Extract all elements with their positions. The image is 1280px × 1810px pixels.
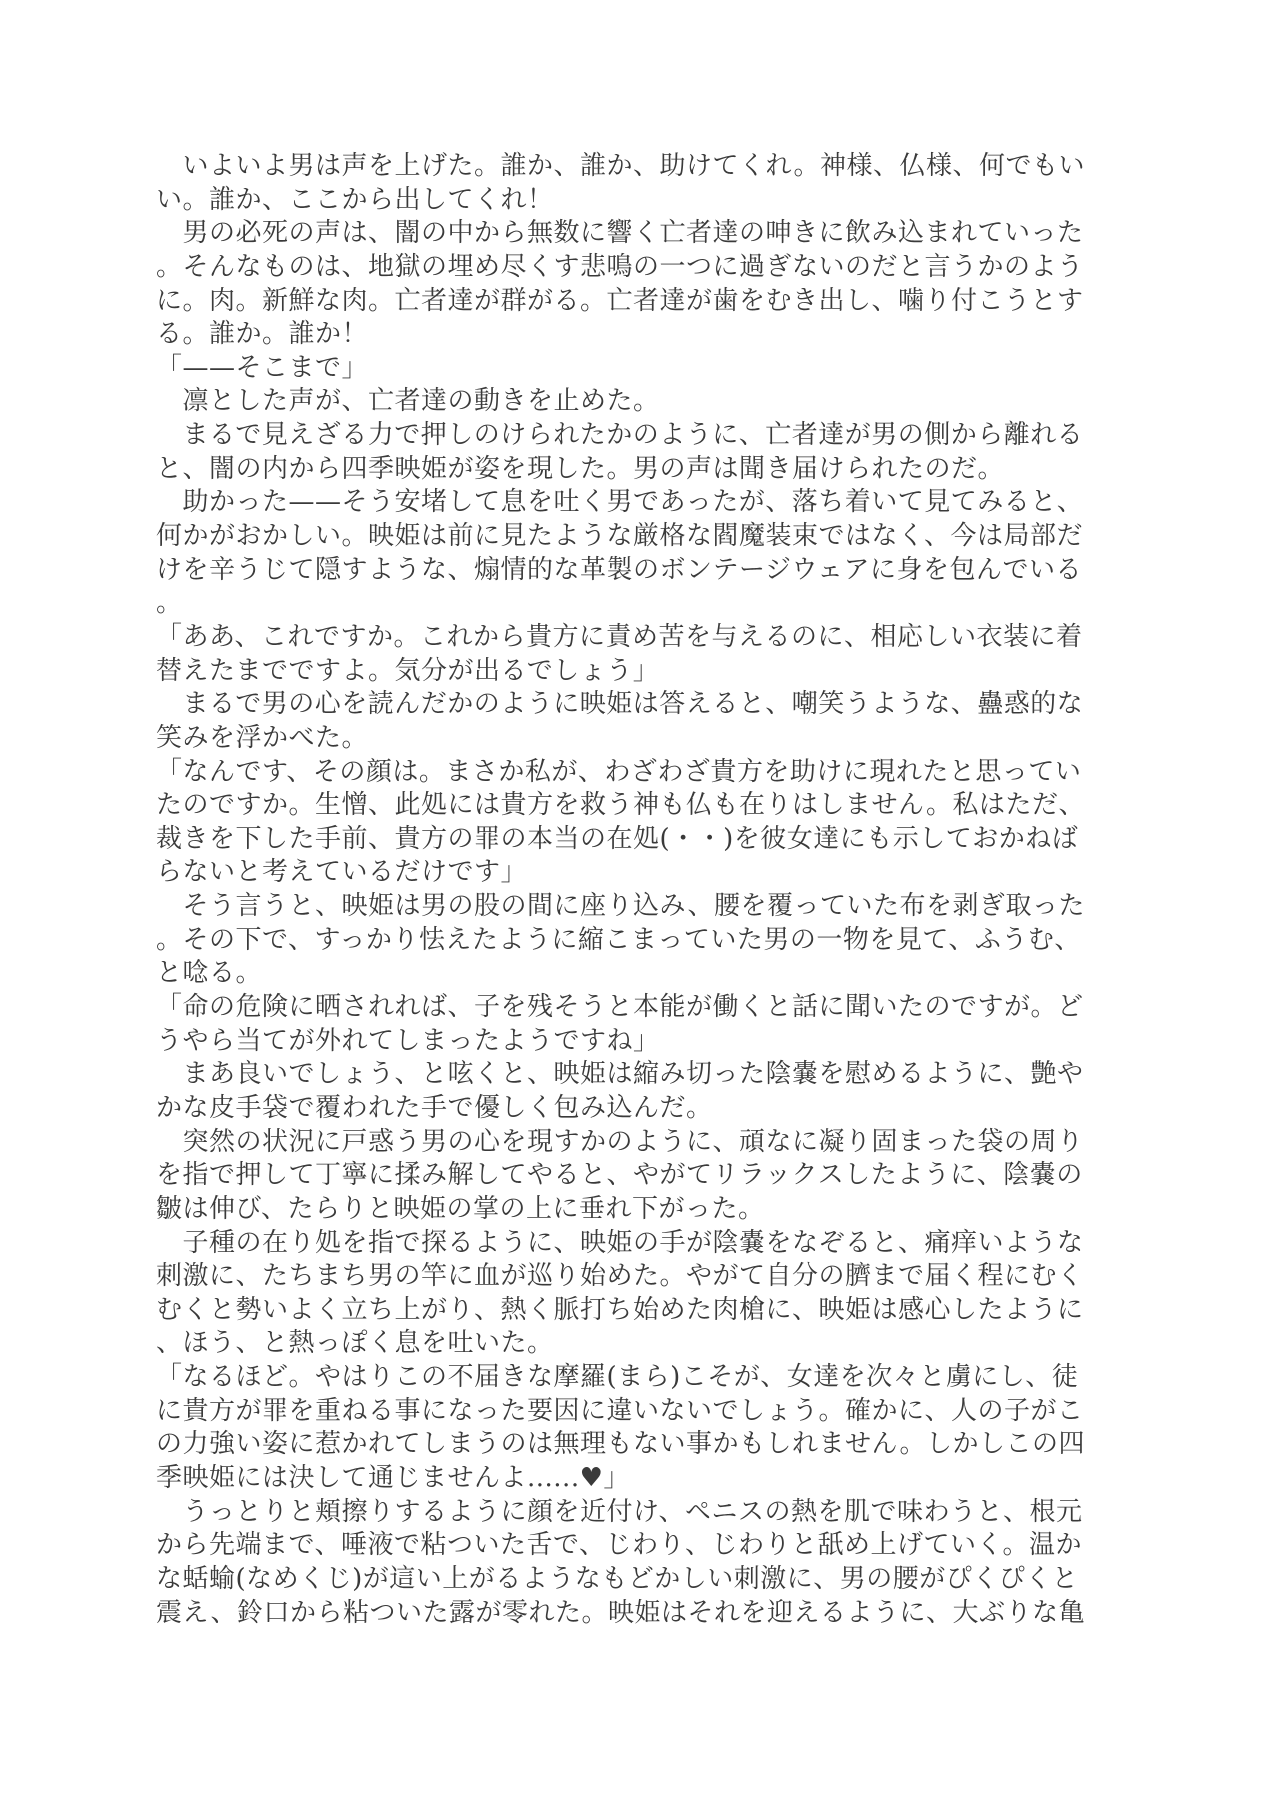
text-line: 震え、鈴口から粘ついた露が零れた。映姫はそれを迎えるように、大ぶりな亀 xyxy=(156,1597,1086,1628)
text-line: 凛とした声が、亡者達の動きを止めた。 xyxy=(156,386,660,417)
text-line: まあ良いでしょう、と呟くと、映姫は縮み切った陰嚢を慰めるように、艶や xyxy=(156,1059,1084,1090)
text-line: の力強い姿に惹かれてしまうのは無理もない事かもしれません。しかしこの四 xyxy=(156,1429,1086,1460)
text-line: らないと考えているだけです」 xyxy=(156,857,528,888)
text-line: 「——そこまで」 xyxy=(156,352,369,383)
text-line: な蛞蝓(なめくじ)が這い上がるようなもどかしい刺激に、男の腰がぴくぴくと xyxy=(156,1563,1079,1594)
text-line: まるで男の心を読んだかのように映姫は答えると、嘲笑うような、蠱惑的な xyxy=(156,689,1084,720)
text-line: 季映姫には決して通じませんよ......♥」 xyxy=(156,1462,630,1493)
text-line: そう言うと、映姫は男の股の間に座り込み、腰を覆っていた布を剥ぎ取った xyxy=(156,891,1086,922)
text-line: 刺激に、たちまち男の竿に血が巡り始めた。やがて自分の臍まで届く程にむく xyxy=(156,1261,1084,1292)
text-line: 突然の状況に戸惑う男の心を現すかのように、頑なに凝り固まった袋の周り xyxy=(156,1126,1084,1157)
text-line: に貴方が罪を重ねる事になった要因に違いないでしょう。確かに、人の子がこ xyxy=(156,1395,1084,1426)
text-line: うやら当てが外れてしまったようですね」 xyxy=(156,1025,660,1056)
text-line: から先端まで、唾液で粘ついた舌で、じわり、じわりと舐め上げていく。温か xyxy=(156,1530,1082,1561)
text-line: る。誰か。誰か！ xyxy=(156,319,369,350)
text-line: 。その下で、すっかり怯えたように縮こまっていた男の一物を見て、ふうむ、 xyxy=(156,924,1081,955)
text-line: たのですか。生憎、此処には貴方を救う神も仏も在りはしません。私はただ、 xyxy=(156,790,1086,821)
text-line: 、ほう、と熱っぽく息を吐いた。 xyxy=(156,1328,554,1359)
text-line: まるで見えざる力で押しのけられたかのように、亡者達が男の側から離れる xyxy=(156,420,1084,451)
text-line: と唸る。 xyxy=(156,958,263,989)
text-line: 男の必死の声は、闇の中から無数に響く亡者達の呻きに飲み込まれていった xyxy=(156,218,1084,249)
text-line: かな皮手袋で覆われた手で優しく包み込んだ。 xyxy=(156,1092,713,1123)
text-line: 何かがおかしい。映姫は前に見たような厳格な閻魔装束ではなく、今は局部だ xyxy=(156,521,1083,552)
text-line: 裁きを下した手前、貴方の罪の本当の在処(・・)を彼女達にも示しておかねば xyxy=(156,823,1079,854)
text-line: 「命の危険に晒されれば、子を残そうと本能が働くと話に聞いたのですが。ど xyxy=(156,992,1084,1023)
text-block xyxy=(156,150,1116,1630)
text-line: に。肉。新鮮な肉。亡者達が群がる。亡者達が歯をむき出し、噛り付こうとす xyxy=(156,285,1084,316)
text-line: 皺は伸び、たらりと映姫の掌の上に垂れ下がった。 xyxy=(156,1193,765,1224)
text-line: むくと勢いよく立ち上がり、熱く脈打ち始めた肉槍に、映姫は感心したように xyxy=(156,1294,1084,1325)
text-line: 。 xyxy=(156,588,183,619)
text-line: 助かった——そう安堵して息を吐く男であったが、落ち着いて見てみると、 xyxy=(156,487,1084,518)
text-line: 「ああ、これですか。これから貴方に責め苦を与えるのに、相応しい衣装に着 xyxy=(156,621,1083,652)
text-line: い。誰か、ここから出してくれ！ xyxy=(156,184,554,215)
text-line: 。そんなものは、地獄の埋め尽くす悲鳴の一つに過ぎないのだと言うかのよう xyxy=(156,251,1084,282)
text-line: 笑みを浮かべた。 xyxy=(156,722,369,753)
text-line: うっとりと頬擦りするように顔を近付け、ペニスの熱を肌で味わうと、根元 xyxy=(156,1496,1083,1527)
text-line: 「なるほど。やはりこの不届きな摩羅(まら)こそが、女達を次々と虜にし、徒 xyxy=(156,1362,1079,1393)
text-line: 子種の在り処を指で探るように、映姫の手が陰嚢をなぞると、痛痒いような xyxy=(156,1227,1084,1258)
text-line: 「なんです、その顔は。まさか私が、わざわざ貴方を助けに現れたと思ってい xyxy=(156,756,1082,787)
text-line: 替えたまでですよ。気分が出るでしょう」 xyxy=(156,655,660,686)
text-line: けを辛うじて隠すような、煽情的な革製のボンテージウェアに身を包んでいる xyxy=(156,554,1082,585)
text-line: と、闇の内から四季映姫が姿を現した。男の声は聞き届けられたのだ。 xyxy=(156,453,1005,484)
text-line: を指で押して丁寧に揉み解してやると、やがてリラックスしたように、陰嚢の xyxy=(156,1160,1083,1191)
text-line: いよいよ男は声を上げた。誰か、誰か、助けてくれ。神様、仏様、何でもい xyxy=(156,151,1086,181)
